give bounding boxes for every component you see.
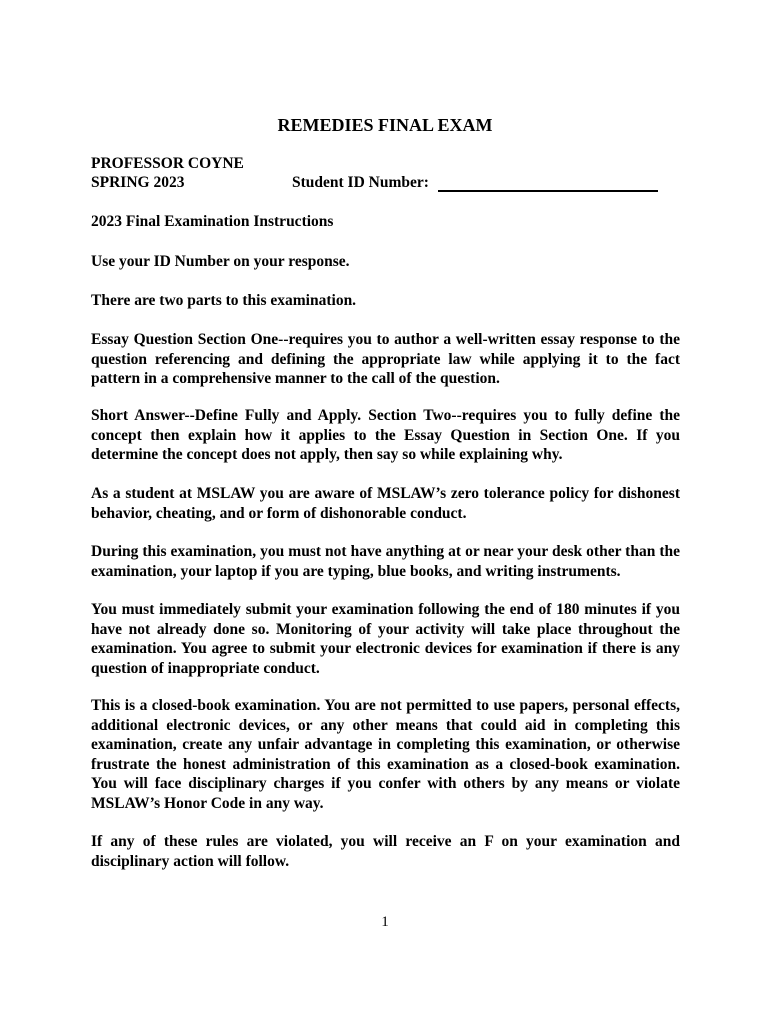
instruction-paragraph-violations: If any of these rules are violated, you will receive an F on your examination and disciplinary action will follow. <box>91 833 680 870</box>
instructions-heading: 2023 Final Examination Instructions <box>91 213 334 230</box>
instruction-paragraph-submission: You must immediately submit your examination following the end of 180 minutes if you have not already done so. Monitoring of your activity will take place throughout the examination. You agree to submit your electronic devices for examination if there is any question of inappropriate conduct. <box>91 601 680 677</box>
instruction-paragraph-parts: There are two parts to this examination. <box>91 292 357 309</box>
instruction-paragraph-short-answer: Short Answer--Define Fully and Apply. Section Two--requires you to fully define the concept then explain how it applies to the Essay Question in Section One. If you determine the concept does not apply, then say so while explaining why. <box>91 407 680 463</box>
professor-name: PROFESSOR COYNE <box>91 155 244 172</box>
instruction-paragraph-essay: Essay Question Section One--requires you to author a well-written essay response to the question referencing and defining the appropriate law while applying it to the fact pattern in a comprehensive manner to the call of the question. <box>91 331 680 387</box>
exam-term: SPRING 2023 <box>91 174 185 191</box>
instruction-paragraph-closed-book: This is a closed-book examination. You are not permitted to use papers, personal effects, additional electronic devices, or any other means that could aid in completing this examination, create any unfair advantage in completing this examination, or otherwise frustrate the honest administration of this examination as a closed-book examination. You will face disciplinary charges if you confer with others by any means or violate MSLAW’s Honor Code in any way. <box>91 697 680 812</box>
instruction-paragraph-desk-rules: During this examination, you must not have anything at or near your desk other than the examination, your laptop if you are typing, blue books, and writing instruments. <box>91 543 680 580</box>
instruction-paragraph-id: Use your ID Number on your response. <box>91 253 350 270</box>
student-id-blank-line <box>438 190 658 192</box>
instruction-paragraph-zero-tolerance: As a student at MSLAW you are aware of MSLAW’s zero tolerance policy for dishonest behavior, cheating, and or form of dishonorable conduct. <box>91 485 680 522</box>
page-number: 1 <box>381 914 389 930</box>
student-id-label: Student ID Number: <box>292 174 429 191</box>
exam-title: REMEDIES FINAL EXAM <box>277 115 493 135</box>
